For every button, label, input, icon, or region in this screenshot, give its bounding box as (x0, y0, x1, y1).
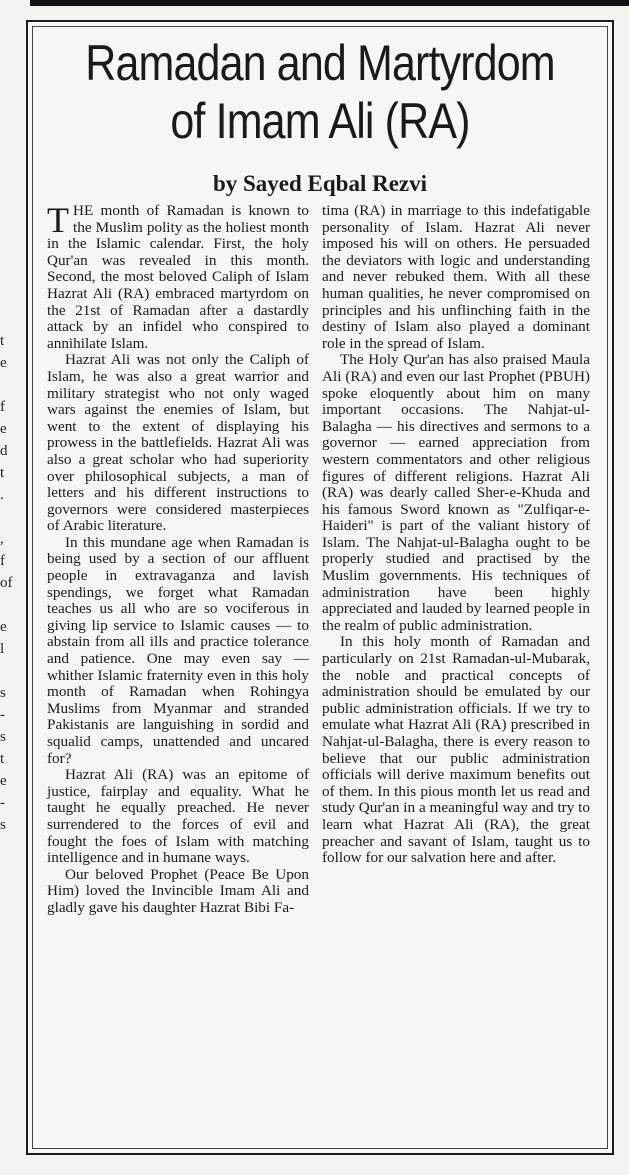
right-column (322, 203, 590, 867)
fragment: f (0, 553, 5, 569)
paragraph: In this mundane age when Ramadan is being used by a section of our affluent people in extravaganza and lavish spendings, we forget what Ramadan teaches us all who are so vociferous in giving lip service to Islamic causes — to abstain from all ills and practice tolerance and patience. One may even say — whither Islamic fraternity even in this holy month of Ramadan when Rohingya Muslims from Myanmar and stranded Pakistanis are languishing in sordid and squalid camps, unattended and uncared for? (47, 533, 309, 767)
fragment: - (0, 707, 5, 723)
fragment: . (0, 487, 4, 503)
drop-cap: T (47, 200, 69, 240)
paragraph: Hazrat Ali (RA) was an epitome of justice, fairplay and equality. What he taught he equally preached. He never surrendered to the forces of evil and fought the foes of Islam with matching intelligence and in humane ways. (47, 766, 309, 867)
fragment (0, 594, 14, 616)
paragraph: Our beloved Prophet (Peace Be Upon Him) loved the Invincible Imam Ali and gladly gave his daughter Hazrat Bibi Fa- (47, 865, 309, 916)
headline-line-2: of Imam Ali (RA) (170, 93, 470, 149)
fragment: - (0, 795, 5, 811)
fragment (0, 506, 14, 528)
headline-line-1: Ramadan and Martyrdom (85, 35, 555, 91)
fragment: e (0, 619, 7, 635)
adjacent-column-fragments (0, 330, 14, 836)
paragraph: tima (RA) in marriage to this indefatigable personality of Islam. Hazrat Ali never imposed his will on others. He persuaded the deviators with logic and understanding and never rebuked them. With all these human qualities, he never compromised on principles and his unflinching faith in the destiny of Islam also played a dominant role in the spread of Islam. (322, 202, 590, 352)
fragment (0, 374, 14, 396)
left-column (47, 200, 309, 917)
fragment: f (0, 399, 5, 415)
fragment: s (0, 685, 6, 701)
fragment: , (0, 531, 4, 547)
fragment: s (0, 729, 6, 745)
paragraph: In this holy month of Ramadan and particularly on 21st Ramadan-ul-Mubarak, the noble and practical concepts of administration should be emulated by our public administration officials. If we try to emulate what Hazrat Ali (RA) prescribed in Nahjat-ul-Balagha, there is every reason to believe that our public administration officials will derive maximum benefits out of them. In this pious month let us read and study Qur'an in a meaningful way and try to learn what Hazrat Ali (RA), the great preacher and savant of Islam, taught us to follow for our salvation here and after. (322, 633, 590, 867)
fragment: e (0, 773, 7, 789)
fragment: d (0, 443, 8, 459)
fragment: t (0, 333, 5, 349)
fragment (0, 660, 14, 682)
article-byline: by Sayed Eqbal Rezvi (212, 171, 428, 196)
paragraph-text: HE month of Ramadan is known to the Muslim polity as the holiest month in the Islamic calendar. First, the holy Qur'an was revealed in this month. Second, the most beloved Caliph of Islam Hazrat Ali (RA) embraced martyrdom on the 21st of Ramadan after a dastardly attack by an infidel who conspired to annihilate Islam. (47, 202, 309, 352)
fragment: of (0, 575, 13, 591)
fragment: t (0, 751, 5, 767)
fragment: e (0, 421, 7, 437)
fragment: l (0, 641, 5, 657)
top-rule (30, 0, 629, 6)
article-headline (76, 34, 564, 150)
paragraph: Hazrat Ali was not only the Caliph of Islam, he was also a great warrior and military strategist who not only waged wars against the enemies of Islam, but went to the extent of displaying his prowess in the battlefields. Hazrat Ali was also a great scholar who had superiority over philosophical subjects, a man of letters and his different instructions to governors were considered masterpieces of Arabic literature. (47, 351, 309, 535)
fragment: s (0, 817, 6, 833)
paragraph: The Holy Qur'an has also praised Maula Ali (RA) and even our last Prophet (PBUH) spoke eloquently about him on many important occasions. The Nahjat-ul-Balagha — his directives and sermons to a governor — earned appreciation from western commentators and other religious figures of different religions. Hazrat Ali (RA) was dearly called Sher-e-Khuda and his famous Sword known as "Zulfiqar-e-Haideri" is part of the valiant history of Islam. The Nahjat-ul-Balagha ought to be properly studied and practised by the Muslim governments. His techniques of administration have been highly appreciated and lauded by learned people in the realm of public administration. (322, 351, 590, 634)
paragraph (47, 200, 309, 352)
fragment: e (0, 355, 7, 371)
fragment: t (0, 465, 5, 481)
